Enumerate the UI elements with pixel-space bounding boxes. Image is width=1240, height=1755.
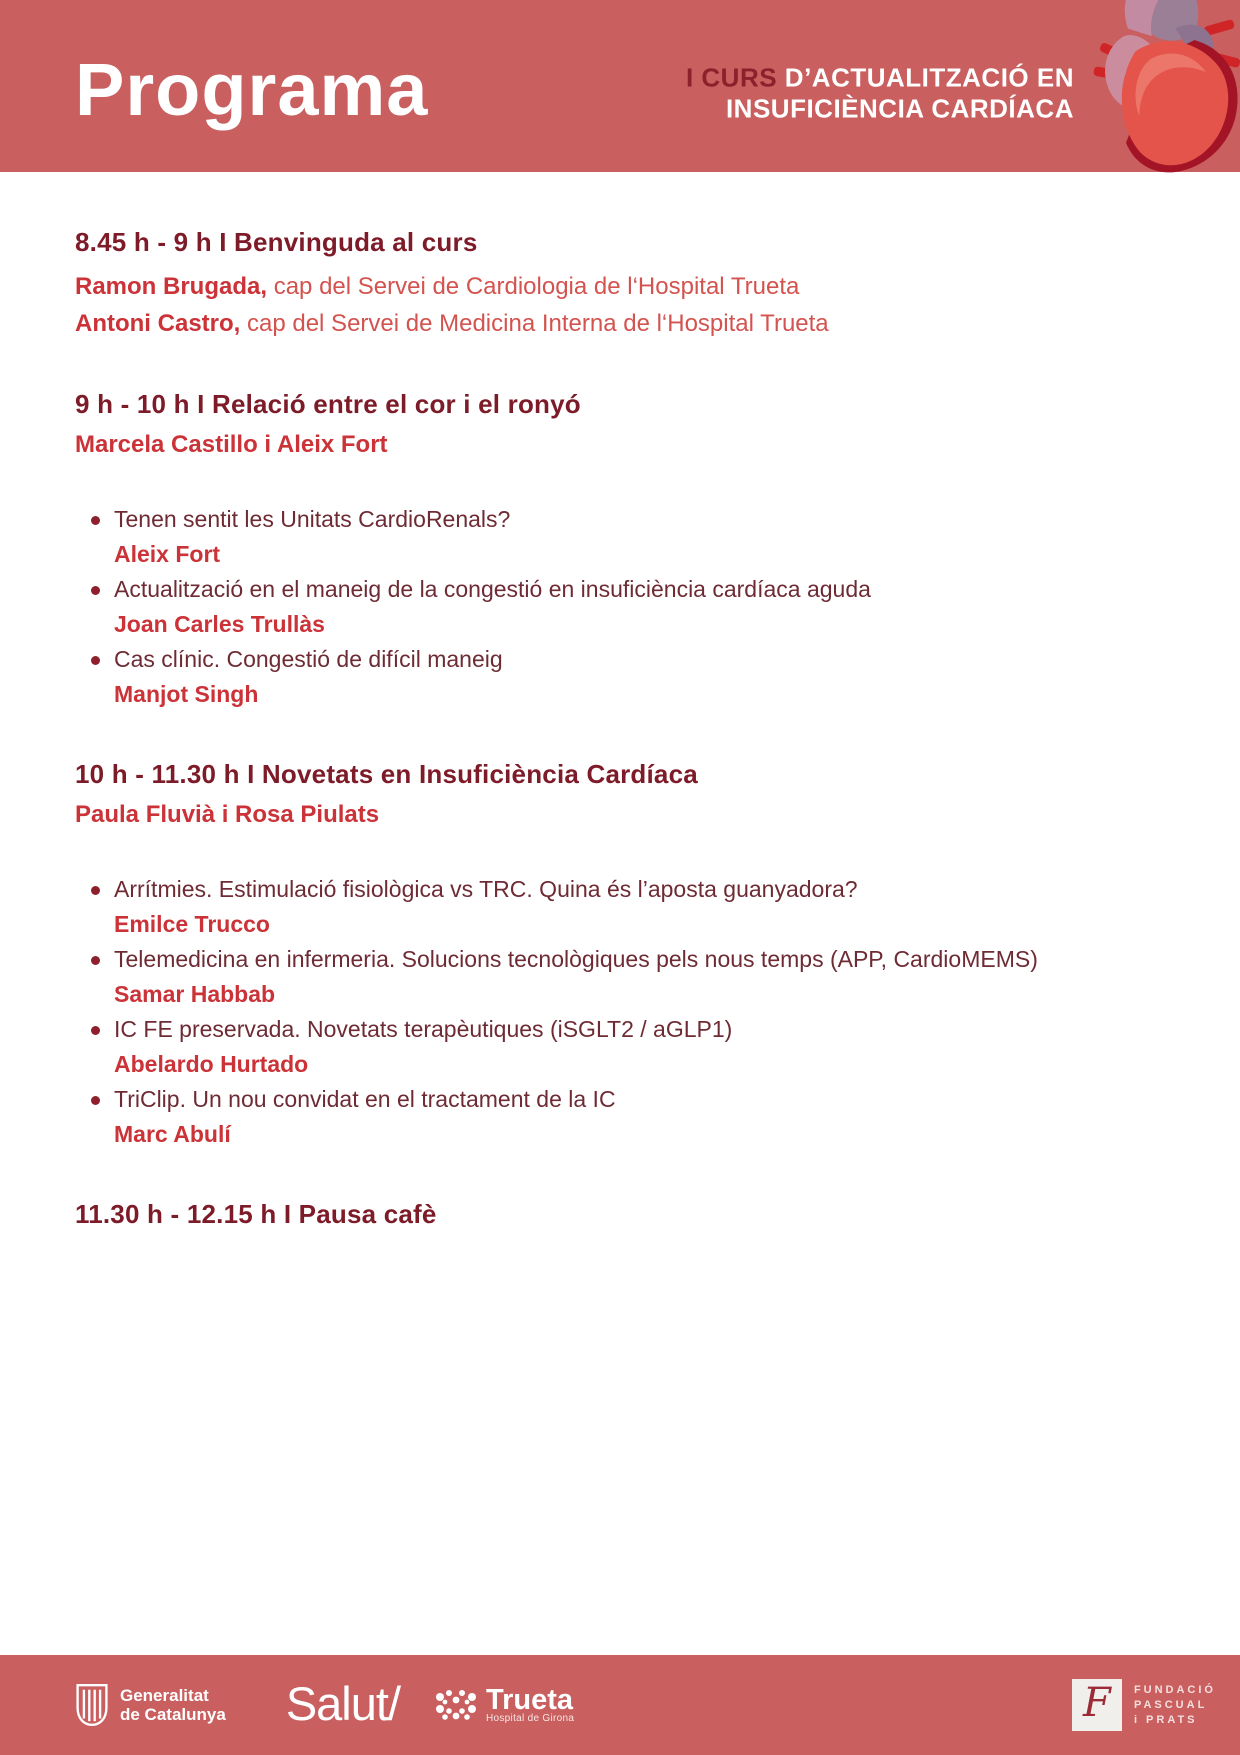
- talk-speaker: Samar Habbab: [114, 981, 276, 1007]
- course-title-line2: INSUFICIÈNCIA CARDÍACA: [725, 93, 1074, 124]
- fundacio-line1: FUNDACIÓ: [1133, 1683, 1216, 1696]
- session-cor-ronyo: [75, 388, 1165, 712]
- fundacio-line2: PASCUAL: [1133, 1698, 1208, 1711]
- speaker-role: cap del Servei de Medicina Interna de l‘Hospital Trueta: [240, 310, 829, 337]
- bullet-icon: [91, 1026, 100, 1035]
- session-pausa-cafe: [75, 1198, 1165, 1230]
- generalitat-line1: Generalitat: [120, 1686, 209, 1705]
- talk-speaker: Abelardo Hurtado: [114, 1051, 309, 1077]
- fundacio-text: [1134, 1683, 1216, 1728]
- bullet-icon: [91, 956, 100, 965]
- fundacio-monogram-box: [1072, 1679, 1122, 1731]
- generalitat-logo: [74, 1682, 226, 1728]
- generalitat-text: [120, 1686, 226, 1724]
- speaker-name: Antoni Castro,: [75, 310, 241, 337]
- trueta-text: [486, 1683, 575, 1724]
- talk-title: Telemedicina en infermeria. Solucions tecnològiques pels nous temps (APP, CardioMEMS): [114, 946, 1038, 972]
- trueta-subtitle: Hospital de Girona: [486, 1712, 575, 1724]
- talk-list: [75, 502, 1165, 712]
- page-footer: [0, 1655, 1240, 1755]
- trueta-dots-icon: [434, 1688, 478, 1722]
- session-benvinguda: [75, 226, 1165, 342]
- session-novetats-ic: [75, 758, 1165, 1152]
- talk-speaker: Emilce Trucco: [114, 911, 270, 937]
- bullet-icon: [91, 586, 100, 595]
- session-heading: 9 h - 10 h I Relació entre el cor i el ronyó: [75, 389, 581, 419]
- session-moderators: Marcela Castillo i Aleix Fort: [75, 431, 388, 458]
- salut-logo: Salut/: [285, 1676, 400, 1730]
- fundacio-line3: i PRATS: [1133, 1713, 1198, 1726]
- talk-speaker: Marc Abulí: [114, 1121, 231, 1147]
- talk-title: IC FE preservada. Novetats terapèutiques (iSGLT2 / aGLP1): [114, 1016, 733, 1042]
- fundacio-f-monogram-icon: F: [1083, 1680, 1111, 1726]
- speaker-line: [75, 305, 1165, 342]
- talk-item: [75, 1012, 1165, 1082]
- generalitat-line2: de Catalunya: [120, 1705, 226, 1724]
- page-header: [0, 0, 1240, 172]
- heart-icon: [1084, 0, 1240, 176]
- session-heading: 8.45 h - 9 h I Benvinguda al curs: [75, 227, 478, 257]
- talk-list: [75, 872, 1165, 1152]
- talk-title: Cas clínic. Congestió de difícil maneig: [114, 646, 503, 672]
- bullet-icon: [91, 1096, 100, 1105]
- talk-item: [75, 872, 1165, 942]
- fundacio-pascual-prats-logo: [1072, 1679, 1216, 1731]
- page-title: Programa: [75, 47, 429, 131]
- bullet-icon: [91, 516, 100, 525]
- session-moderators: Paula Fluvià i Rosa Piulats: [75, 801, 380, 828]
- course-title-line1: D’ACTUALITZACIÓ EN: [777, 62, 1074, 93]
- speaker-name: Ramon Brugada,: [75, 273, 268, 300]
- generalitat-shield-icon: [74, 1682, 110, 1728]
- course-title-accent: I CURS: [685, 62, 778, 93]
- talk-title: Actualització en el maneig de la congestió en insuficiència cardíaca aguda: [114, 576, 871, 602]
- bullet-icon: [91, 656, 100, 665]
- talk-item: [75, 1082, 1165, 1152]
- talk-item: [75, 942, 1165, 1012]
- trueta-logo: [434, 1683, 575, 1724]
- talk-item: [75, 502, 1165, 572]
- speaker-line: [75, 268, 1165, 305]
- trueta-name: Trueta: [486, 1683, 574, 1716]
- session-heading: 11.30 h - 12.15 h I Pausa cafè: [75, 1199, 437, 1229]
- talk-title: TriClip. Un nou convidat en el tractament de la IC: [114, 1086, 616, 1112]
- bullet-icon: [91, 886, 100, 895]
- talk-speaker: Joan Carles Trullàs: [114, 611, 325, 637]
- talk-speaker: Aleix Fort: [114, 541, 221, 567]
- session-heading: 10 h - 11.30 h I Novetats en Insuficiència Cardíaca: [75, 759, 698, 789]
- talk-title: Arrítmies. Estimulació fisiològica vs TRC. Quina és l’aposta guanyadora?: [114, 876, 858, 902]
- talk-speaker: Manjot Singh: [114, 681, 259, 707]
- talk-title: Tenen sentit les Unitats CardioRenals?: [114, 506, 511, 532]
- talk-item: [75, 572, 1165, 642]
- program-body: [0, 172, 1240, 1655]
- talk-item: [75, 642, 1165, 712]
- speaker-role: cap del Servei de Cardiologia de l‘Hospital Trueta: [267, 273, 800, 300]
- course-title: [686, 62, 1074, 124]
